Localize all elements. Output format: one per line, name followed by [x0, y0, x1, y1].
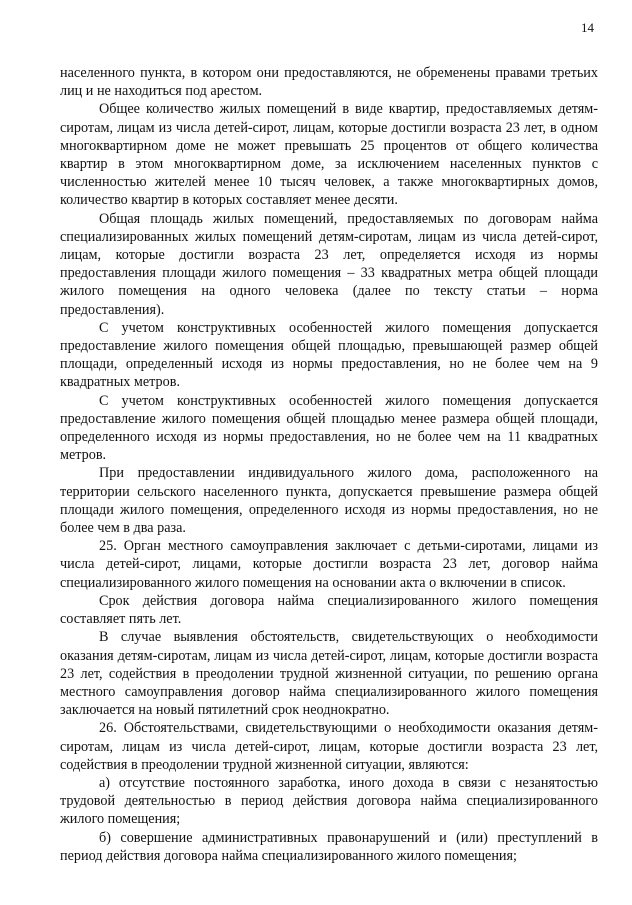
- paragraph: В случае выявления обстоятельств, свидетельствующих о необходимости оказания детям-сиротам, лицам из числа детей-сирот, лицам, которые достигли возраста 23 лет, содействия в преодолении трудной жизненной ситуации, по решению органа местного самоуправления договор найма специализированного жилого помещения заключается на новый пятилетний срок неоднократно.: [60, 629, 598, 719]
- paragraph: С учетом конструктивных особенностей жилого помещения допускается предоставление жилого помещения общей площадью, превышающей размер общей площади, определенный исходя из нормы предоставления, но не более чем на 9 квадратных метров.: [60, 319, 598, 391]
- page-number: 14: [581, 20, 594, 35]
- document-body: [60, 64, 598, 865]
- paragraph: Общая площадь жилых помещений, предоставляемых по договорам найма специализированных жилых помещений детям-сиротам, лицам из числа детей-сирот, лицам, которые достигли возраста 23 лет, определяется исходя из нормы предоставления площади жилого помещения – 33 квадратных метра общей площади жилого помещения на одного человека (далее по тексту статьи – норма предоставления).: [60, 210, 598, 318]
- paragraph: При предоставлении индивидуального жилого дома, расположенного на территории сельского населенного пункта, допускается превышение размера общей площади жилого помещения, определенного исходя из нормы предоставления, но не более чем в два раза.: [60, 465, 598, 537]
- paragraph: С учетом конструктивных особенностей жилого помещения допускается предоставление жилого помещения общей площадью менее размера общей площади, определенного исходя из нормы предоставления, но не более чем на 11 квадратных метров.: [60, 392, 598, 464]
- paragraph-continuation: населенного пункта, в котором они предоставляются, не обременены правами третьих лиц и не находиться под арестом.: [60, 65, 598, 100]
- paragraph: Срок действия договора найма специализированного жилого помещения составляет пять лет.: [60, 592, 598, 628]
- list-item-a: а) отсутствие постоянного заработка, иного дохода в связи с незанятостью трудовой деятельностью в период действия договора найма специализированного жилого помещения;: [60, 774, 598, 828]
- list-item-b: б) совершение административных правонарушений и (или) преступлений в период действия договора найма специализированного жилого помещения;: [60, 829, 598, 864]
- paragraph: Общее количество жилых помещений в виде квартир, предоставляемых детям-сиротам, лицам из числа детей-сирот, лицам, которые достигли возраста 23 лет, в одном многоквартирном доме не может превышать 25 процентов от общего количества квартир в этом многоквартирном доме, за исключением населенных пунктов с численностью жителей менее 10 тысяч человек, а также многоквартирных домов, количество квартир в которых составляет менее десяти.: [60, 101, 598, 209]
- paragraph-section-25: 25. Орган местного самоуправления заключает с детьми-сиротами, лицами из числа детей-сирот, лицами, которые достигли возраста 23 лет, договор найма специализированного жилого помещения на основании акта о включении в список.: [60, 538, 598, 591]
- paragraph-section-26: 26. Обстоятельствами, свидетельствующими о необходимости оказания детям-сиротам, лицам из числа детей-сирот, лицам, которые достигли возраста 23 лет, содействия в преодолении трудной жизненной ситуации, являются:: [60, 720, 598, 773]
